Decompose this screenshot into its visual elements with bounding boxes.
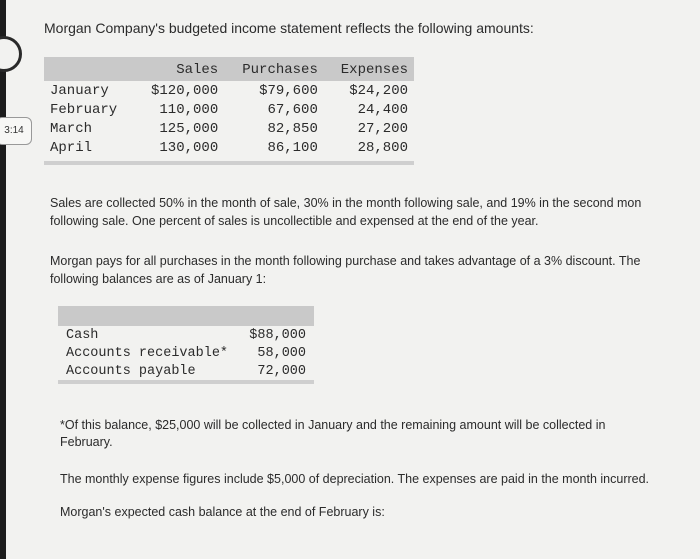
month-cell: January xyxy=(50,82,109,99)
expenses-cell: 24,400 xyxy=(357,101,408,118)
purchases-cell: 67,600 xyxy=(267,101,318,118)
header-cell xyxy=(44,57,134,81)
sales-cell: 125,000 xyxy=(159,120,219,137)
month-cell: February xyxy=(50,101,118,118)
paragraph-line: February. xyxy=(60,435,113,449)
timer-badge: 3:14 xyxy=(0,117,32,145)
purchases-paragraph xyxy=(50,252,640,288)
paragraph-line: Sales are collected 50% in the month of sale, 30% in the month following sale, and 19% in the second mon xyxy=(50,196,642,210)
purchases-cell: 86,100 xyxy=(267,139,318,156)
table-row xyxy=(58,326,314,344)
question-text: Morgan's expected cash balance at the end of February is: xyxy=(60,505,385,519)
purchases-cell: 82,850 xyxy=(267,120,318,137)
budget-table xyxy=(44,57,414,165)
month-cell: April xyxy=(50,139,93,156)
table-row xyxy=(58,344,314,362)
left-edge-bar xyxy=(0,0,6,559)
table-bottom-rule xyxy=(58,380,314,384)
balances-table xyxy=(58,306,314,384)
header-expenses: Expenses xyxy=(324,57,414,81)
table-row xyxy=(44,81,414,100)
table-row xyxy=(44,138,414,161)
expenses-cell: $24,200 xyxy=(349,82,408,99)
paragraph-line: Morgan pays for all purchases in the month following purchase and takes advantage of a 3% discount. The xyxy=(50,254,641,268)
month-cell: March xyxy=(50,120,93,137)
table-row xyxy=(58,362,314,380)
account-label: Accounts payable xyxy=(66,363,196,379)
sales-cell: 130,000 xyxy=(159,139,219,156)
table-header-row xyxy=(44,57,414,81)
header-sales: Sales xyxy=(134,57,224,81)
paragraph-line: *Of this balance, $25,000 will be collected in January and the remaining amount will be collected in xyxy=(60,418,606,432)
expense-note: The monthly expense figures include $5,000 of depreciation. The expenses are paid in the month incurred. xyxy=(60,472,650,486)
header-purchases: Purchases xyxy=(224,57,324,81)
collection-paragraph xyxy=(50,194,641,230)
paragraph-line: following balances are as of January 1: xyxy=(50,272,267,286)
account-value: 58,000 xyxy=(257,345,306,361)
account-label: Accounts receivable* xyxy=(66,345,229,361)
paragraph-line: following sale. One percent of sales is uncollectible and expensed at the end of the year. xyxy=(50,214,539,228)
table-row xyxy=(44,100,414,119)
table-bottom-rule xyxy=(44,161,414,165)
table-row xyxy=(44,119,414,138)
expenses-cell: 28,800 xyxy=(357,139,408,156)
circle-icon xyxy=(0,36,22,72)
expenses-cell: 27,200 xyxy=(357,120,408,137)
account-value: 72,000 xyxy=(257,363,306,379)
footnote-paragraph xyxy=(60,417,605,451)
account-label: Cash xyxy=(66,327,99,343)
account-value: $88,000 xyxy=(249,327,306,343)
sales-cell: 110,000 xyxy=(159,101,219,118)
sales-cell: $120,000 xyxy=(151,82,219,99)
purchases-cell: $79,600 xyxy=(259,82,318,99)
table-header-row xyxy=(58,306,314,326)
page-title: Morgan Company's budgeted income statement reflects the following amounts: xyxy=(44,20,534,36)
